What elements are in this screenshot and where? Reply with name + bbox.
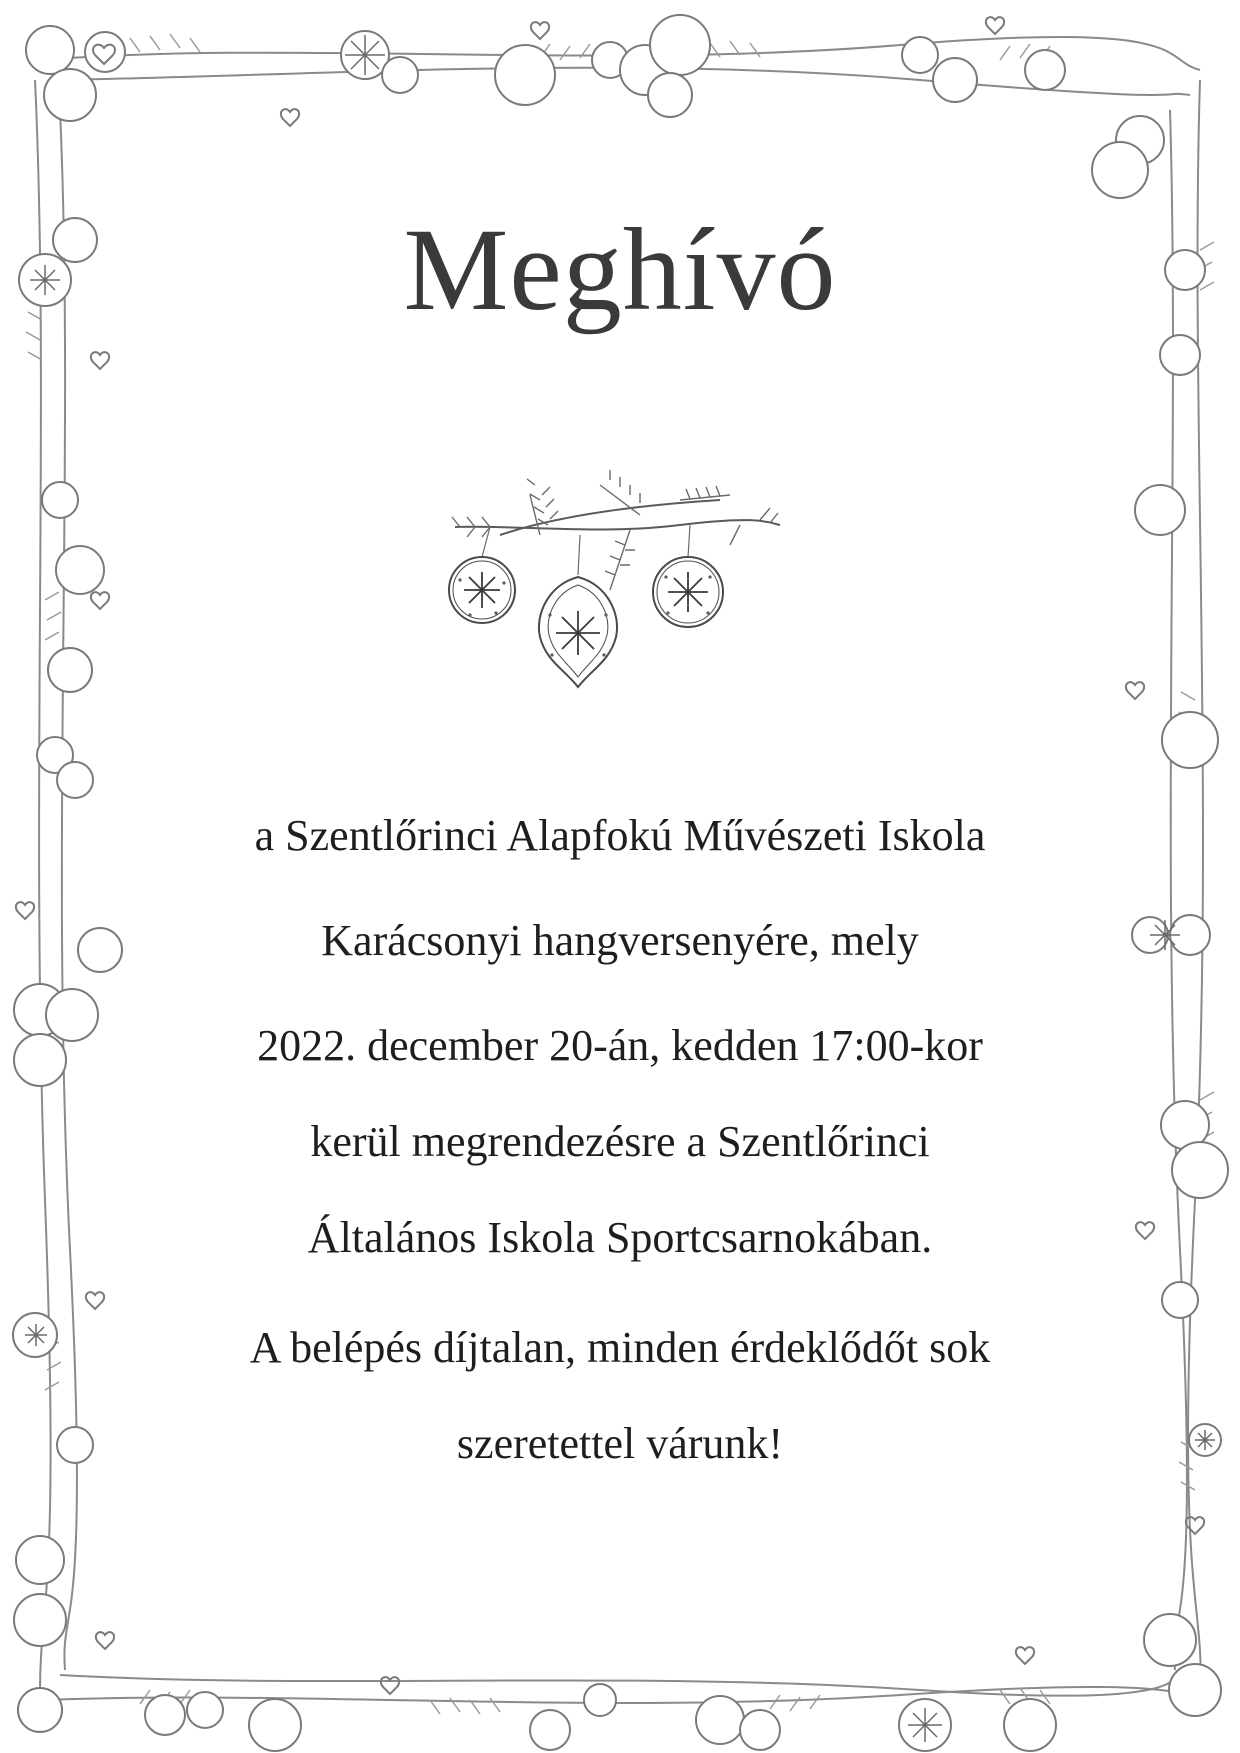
invitation-line-entry: A belépés díjtalan, minden érdeklődőt sok [249, 1323, 991, 1372]
invitation-line-concert: Karácsonyi hangversenyére, mely [321, 916, 919, 965]
invitation-line-school: a Szentlőrinci Alapfokú Művészeti Iskola [254, 811, 986, 860]
invitation-line-venue-1: kerül megrendezésre a Szentlőrinci [310, 1117, 930, 1166]
pine-branch-ornament-icon [440, 455, 790, 740]
invitation-line-closing: szeretettel várunk! [456, 1419, 784, 1468]
invitation-line-date: 2022. december 20-án, kedden 17:00-kor [257, 1021, 983, 1070]
invitation-line-venue-2: Általános Iskola Sportcsarnokában. [307, 1213, 933, 1262]
invitation-title: Meghívó [403, 204, 837, 335]
